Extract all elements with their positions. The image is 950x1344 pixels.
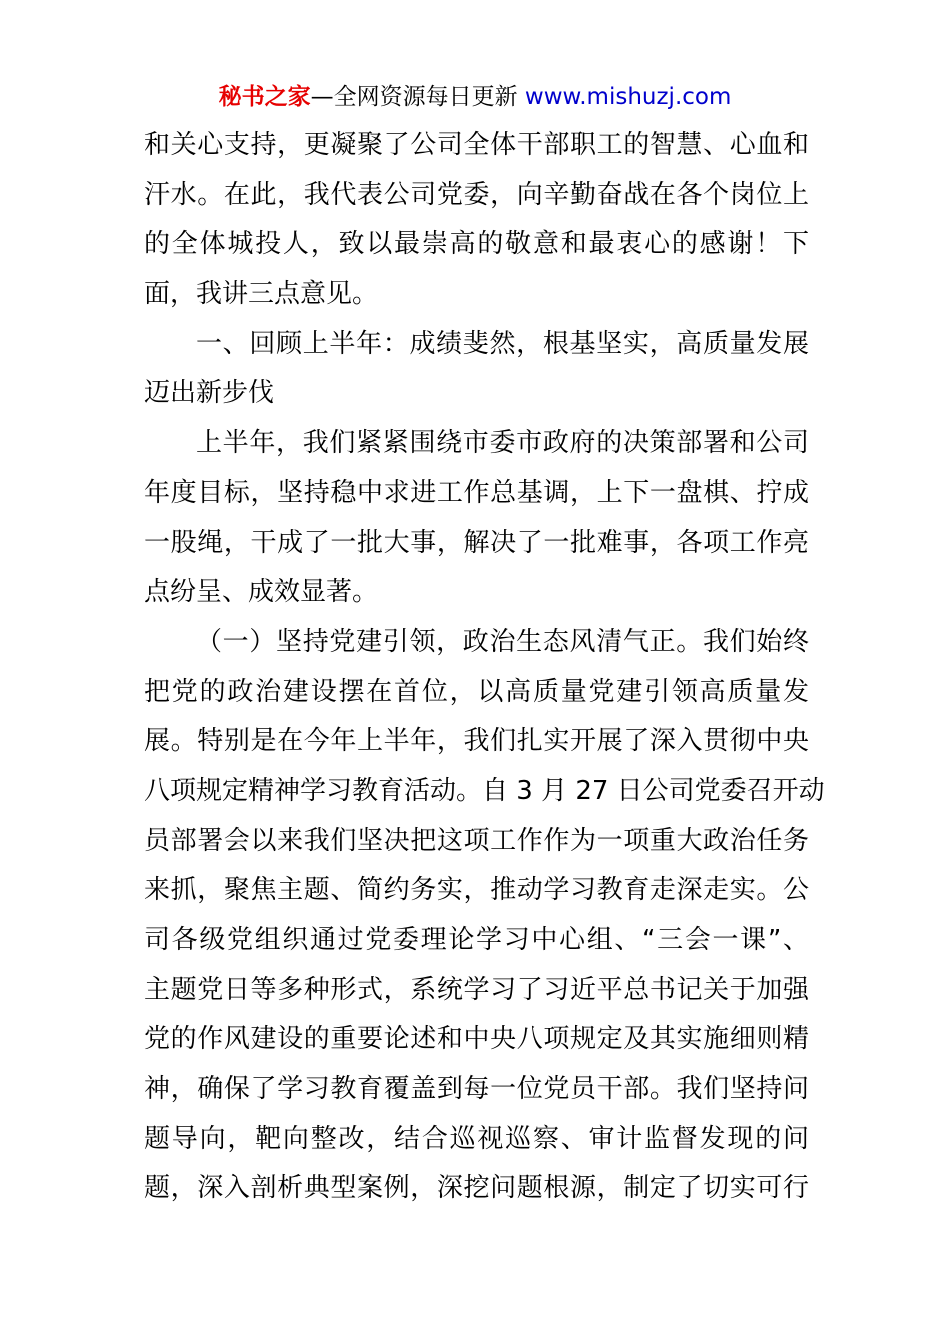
text-line: 上半年，我们紧紧围绕市委市政府的决策部署和公司 xyxy=(196,428,809,459)
text-line: 员部署会以来我们坚决把这项工作作为一项重大政治任务 xyxy=(144,825,809,856)
text-line: 点纷呈、成效显著。 xyxy=(144,577,379,608)
text-line: 汗水。在此，我代表公司党委，向辛勤奋战在各个岗位上 xyxy=(144,179,809,210)
text-line: （一）坚持党建引领，政治生态风清气正。我们始终 xyxy=(196,626,809,657)
text-line: 一股绳，干成了一批大事，解决了一批难事，各项工作亮 xyxy=(144,527,809,558)
document-body xyxy=(144,121,825,1214)
text-line: 司各级党组织通过党委理论学习中心组、“三会一课”、 xyxy=(144,925,809,955)
text-line: 主题党日等多种形式，系统学习了习近平总书记关于加强 xyxy=(144,974,809,1005)
section-heading-line: 一、回顾上半年：成绩斐然，根基坚实，高质量发展 xyxy=(196,328,809,359)
text-line: 党的作风建设的重要论述和中央八项规定及其实施细则精 xyxy=(144,1024,809,1055)
brand-name: 秘书之家 xyxy=(218,84,311,110)
text-line: 和关心支持，更凝聚了公司全体干部职工的智慧、心血和 xyxy=(144,130,809,160)
text-line: 年度目标，坚持稳中求进工作总基调，上下一盘棋、拧成 xyxy=(144,477,809,508)
text-line: 面，我讲三点意见。 xyxy=(144,279,379,310)
text-line: 神，确保了学习教育覆盖到每一位党员干部。我们坚持问 xyxy=(144,1074,809,1105)
text-line: 的全体城投人，致以最崇高的敬意和最衷心的感谢！下 xyxy=(144,229,809,260)
text-line: 题，深入剖析典型案例，深挖问题根源，制定了切实可行 xyxy=(144,1173,809,1204)
text-line: 八项规定精神学习教育活动。自 3 月 27 日公司党委召开动 xyxy=(144,775,825,806)
section-heading-line: 迈出新步伐 xyxy=(144,378,275,409)
text-line: 来抓，聚焦主题、简约务实，推动学习教育走深走实。公 xyxy=(144,875,809,906)
header-tagline: —全网资源每日更新 xyxy=(310,84,525,110)
text-line: 把党的政治建设摆在首位，以高质量党建引领高质量发 xyxy=(144,676,809,707)
site-url-link[interactable]: www.mishuzj.com xyxy=(524,84,732,110)
text-line: 题导向，靶向整改，结合巡视巡察、审计监督发现的问 xyxy=(144,1123,809,1154)
text-line: 展。特别是在今年上半年，我们扎实开展了深入贯彻中央 xyxy=(144,726,809,757)
site-header xyxy=(0,80,950,114)
